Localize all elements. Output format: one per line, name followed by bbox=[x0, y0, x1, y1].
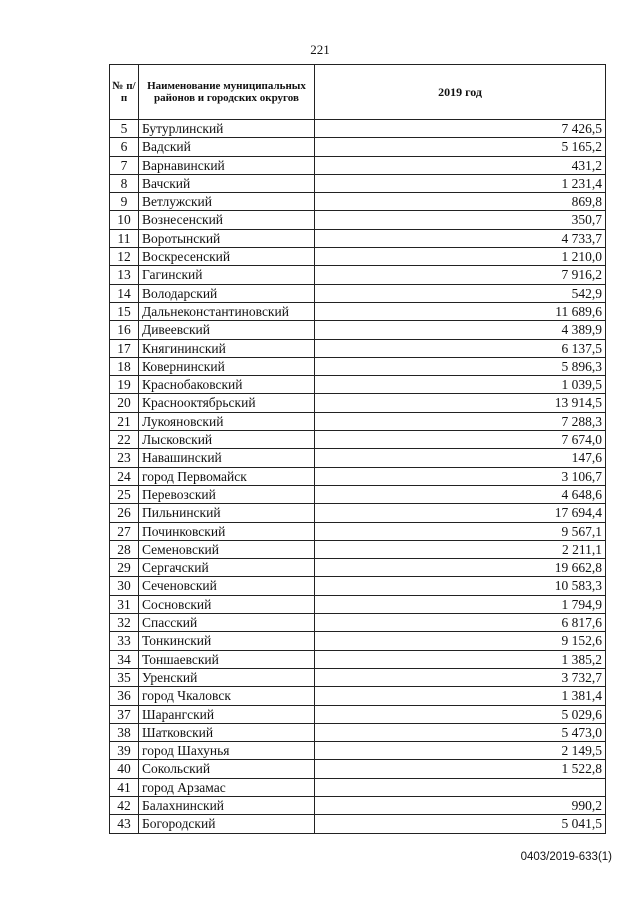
row-number: 28 bbox=[110, 540, 139, 558]
row-value: 5 041,5 bbox=[315, 815, 606, 833]
row-number: 40 bbox=[110, 760, 139, 778]
table-row bbox=[110, 156, 606, 174]
row-value: 19 662,8 bbox=[315, 559, 606, 577]
row-value: 2 211,1 bbox=[315, 540, 606, 558]
row-number: 18 bbox=[110, 357, 139, 375]
row-value: 3 732,7 bbox=[315, 668, 606, 686]
row-value: 4 389,9 bbox=[315, 321, 606, 339]
row-value: 2 149,5 bbox=[315, 742, 606, 760]
table-row bbox=[110, 412, 606, 430]
row-name: Сокольский bbox=[139, 760, 315, 778]
row-value: 1 231,4 bbox=[315, 174, 606, 192]
row-name: Вознесенский bbox=[139, 211, 315, 229]
table-row bbox=[110, 650, 606, 668]
row-number: 34 bbox=[110, 650, 139, 668]
row-value: 1 522,8 bbox=[315, 760, 606, 778]
row-name: Гагинский bbox=[139, 266, 315, 284]
row-name: Богородский bbox=[139, 815, 315, 833]
row-number: 39 bbox=[110, 742, 139, 760]
row-value: 5 165,2 bbox=[315, 138, 606, 156]
row-value: 1 794,9 bbox=[315, 595, 606, 613]
table-row bbox=[110, 522, 606, 540]
row-name: Краснооктябрьский bbox=[139, 394, 315, 412]
row-number: 13 bbox=[110, 266, 139, 284]
row-name: Воротынский bbox=[139, 229, 315, 247]
row-number: 26 bbox=[110, 504, 139, 522]
row-number: 43 bbox=[110, 815, 139, 833]
row-number: 15 bbox=[110, 302, 139, 320]
row-name: Лукояновский bbox=[139, 412, 315, 430]
row-name: Спасский bbox=[139, 614, 315, 632]
table-header-row bbox=[110, 65, 606, 120]
row-name: Краснобаковский bbox=[139, 376, 315, 394]
row-number: 31 bbox=[110, 595, 139, 613]
row-number: 21 bbox=[110, 412, 139, 430]
row-number: 11 bbox=[110, 229, 139, 247]
row-name: Дальнеконстантиновский bbox=[139, 302, 315, 320]
table-row bbox=[110, 467, 606, 485]
row-value: 6 817,6 bbox=[315, 614, 606, 632]
table-row bbox=[110, 577, 606, 595]
row-number: 8 bbox=[110, 174, 139, 192]
table-row bbox=[110, 357, 606, 375]
row-number: 41 bbox=[110, 778, 139, 796]
table-row bbox=[110, 595, 606, 613]
row-name: город Чкаловск bbox=[139, 687, 315, 705]
table-row bbox=[110, 796, 606, 814]
row-name: Сергачский bbox=[139, 559, 315, 577]
row-number: 17 bbox=[110, 339, 139, 357]
table-row bbox=[110, 705, 606, 723]
row-name: Починковский bbox=[139, 522, 315, 540]
table-row bbox=[110, 266, 606, 284]
row-value: 1 039,5 bbox=[315, 376, 606, 394]
table-row bbox=[110, 431, 606, 449]
row-number: 29 bbox=[110, 559, 139, 577]
table-row bbox=[110, 485, 606, 503]
table-row bbox=[110, 339, 606, 357]
row-value: 5 896,3 bbox=[315, 357, 606, 375]
row-number: 38 bbox=[110, 723, 139, 741]
table-row bbox=[110, 394, 606, 412]
row-value: 431,2 bbox=[315, 156, 606, 174]
row-value: 6 137,5 bbox=[315, 339, 606, 357]
table-row bbox=[110, 302, 606, 320]
table-row bbox=[110, 760, 606, 778]
row-value: 542,9 bbox=[315, 284, 606, 302]
header-year: 2019 год bbox=[315, 65, 606, 120]
table-row bbox=[110, 449, 606, 467]
table-row bbox=[110, 687, 606, 705]
table-row bbox=[110, 742, 606, 760]
row-number: 5 bbox=[110, 120, 139, 138]
row-name: Володарский bbox=[139, 284, 315, 302]
row-name: Семеновский bbox=[139, 540, 315, 558]
row-number: 10 bbox=[110, 211, 139, 229]
row-name: город Первомайск bbox=[139, 467, 315, 485]
document-code: 0403/2019-633(1) bbox=[520, 851, 612, 863]
row-name: Перевозский bbox=[139, 485, 315, 503]
row-value: 17 694,4 bbox=[315, 504, 606, 522]
table-row bbox=[110, 120, 606, 138]
row-value bbox=[315, 778, 606, 796]
row-value: 3 106,7 bbox=[315, 467, 606, 485]
row-name: Пильнинский bbox=[139, 504, 315, 522]
row-name: Вадский bbox=[139, 138, 315, 156]
row-value: 869,8 bbox=[315, 193, 606, 211]
row-name: Тонкинский bbox=[139, 632, 315, 650]
data-table bbox=[109, 64, 606, 834]
table-row bbox=[110, 815, 606, 833]
row-number: 42 bbox=[110, 796, 139, 814]
row-number: 6 bbox=[110, 138, 139, 156]
row-name: Балахнинский bbox=[139, 796, 315, 814]
row-name: Тоншаевский bbox=[139, 650, 315, 668]
row-value: 1 381,4 bbox=[315, 687, 606, 705]
row-name: Лысковский bbox=[139, 431, 315, 449]
row-value: 147,6 bbox=[315, 449, 606, 467]
table-row bbox=[110, 723, 606, 741]
row-number: 32 bbox=[110, 614, 139, 632]
row-value: 7 288,3 bbox=[315, 412, 606, 430]
row-name: Вачский bbox=[139, 174, 315, 192]
row-value: 4 648,6 bbox=[315, 485, 606, 503]
row-value: 9 567,1 bbox=[315, 522, 606, 540]
row-value: 13 914,5 bbox=[315, 394, 606, 412]
row-value: 5 473,0 bbox=[315, 723, 606, 741]
row-number: 16 bbox=[110, 321, 139, 339]
row-number: 19 bbox=[110, 376, 139, 394]
row-name: Шарангский bbox=[139, 705, 315, 723]
table-row bbox=[110, 229, 606, 247]
row-value: 990,2 bbox=[315, 796, 606, 814]
row-name: Бутурлинский bbox=[139, 120, 315, 138]
table-row bbox=[110, 559, 606, 577]
table-row bbox=[110, 632, 606, 650]
row-number: 9 bbox=[110, 193, 139, 211]
row-name: город Арзамас bbox=[139, 778, 315, 796]
table-row bbox=[110, 193, 606, 211]
row-value: 350,7 bbox=[315, 211, 606, 229]
row-value: 4 733,7 bbox=[315, 229, 606, 247]
row-number: 20 bbox=[110, 394, 139, 412]
row-number: 23 bbox=[110, 449, 139, 467]
row-value: 5 029,6 bbox=[315, 705, 606, 723]
row-name: Навашинский bbox=[139, 449, 315, 467]
header-num: № п/п bbox=[110, 65, 139, 120]
row-name: Ковернинский bbox=[139, 357, 315, 375]
row-name: Ветлужский bbox=[139, 193, 315, 211]
row-value: 1 385,2 bbox=[315, 650, 606, 668]
row-name: Сосновский bbox=[139, 595, 315, 613]
row-number: 7 bbox=[110, 156, 139, 174]
table-row bbox=[110, 778, 606, 796]
row-value: 7 674,0 bbox=[315, 431, 606, 449]
table-body bbox=[110, 120, 606, 834]
table-row bbox=[110, 211, 606, 229]
table-row bbox=[110, 376, 606, 394]
row-number: 14 bbox=[110, 284, 139, 302]
row-name: Дивеевский bbox=[139, 321, 315, 339]
row-number: 30 bbox=[110, 577, 139, 595]
row-name: Княгининский bbox=[139, 339, 315, 357]
row-value: 7 916,2 bbox=[315, 266, 606, 284]
row-number: 24 bbox=[110, 467, 139, 485]
row-name: Сеченовский bbox=[139, 577, 315, 595]
row-value: 11 689,6 bbox=[315, 302, 606, 320]
table-row bbox=[110, 248, 606, 266]
row-number: 37 bbox=[110, 705, 139, 723]
row-name: Уренский bbox=[139, 668, 315, 686]
row-name: город Шахунья bbox=[139, 742, 315, 760]
row-number: 33 bbox=[110, 632, 139, 650]
row-number: 27 bbox=[110, 522, 139, 540]
row-value: 9 152,6 bbox=[315, 632, 606, 650]
row-number: 35 bbox=[110, 668, 139, 686]
table-row bbox=[110, 540, 606, 558]
table-row bbox=[110, 321, 606, 339]
table-row bbox=[110, 614, 606, 632]
page-number: 221 bbox=[310, 42, 330, 57]
table-row bbox=[110, 174, 606, 192]
row-name: Воскресенский bbox=[139, 248, 315, 266]
table-row bbox=[110, 668, 606, 686]
row-value: 1 210,0 bbox=[315, 248, 606, 266]
table-row bbox=[110, 138, 606, 156]
row-number: 25 bbox=[110, 485, 139, 503]
row-number: 12 bbox=[110, 248, 139, 266]
row-value: 7 426,5 bbox=[315, 120, 606, 138]
row-name: Варнавинский bbox=[139, 156, 315, 174]
row-number: 22 bbox=[110, 431, 139, 449]
row-name: Шатковский bbox=[139, 723, 315, 741]
row-number: 36 bbox=[110, 687, 139, 705]
table-row bbox=[110, 504, 606, 522]
header-name: Наименование муниципальных районов и городских округов bbox=[139, 65, 315, 120]
row-value: 10 583,3 bbox=[315, 577, 606, 595]
table-row bbox=[110, 284, 606, 302]
